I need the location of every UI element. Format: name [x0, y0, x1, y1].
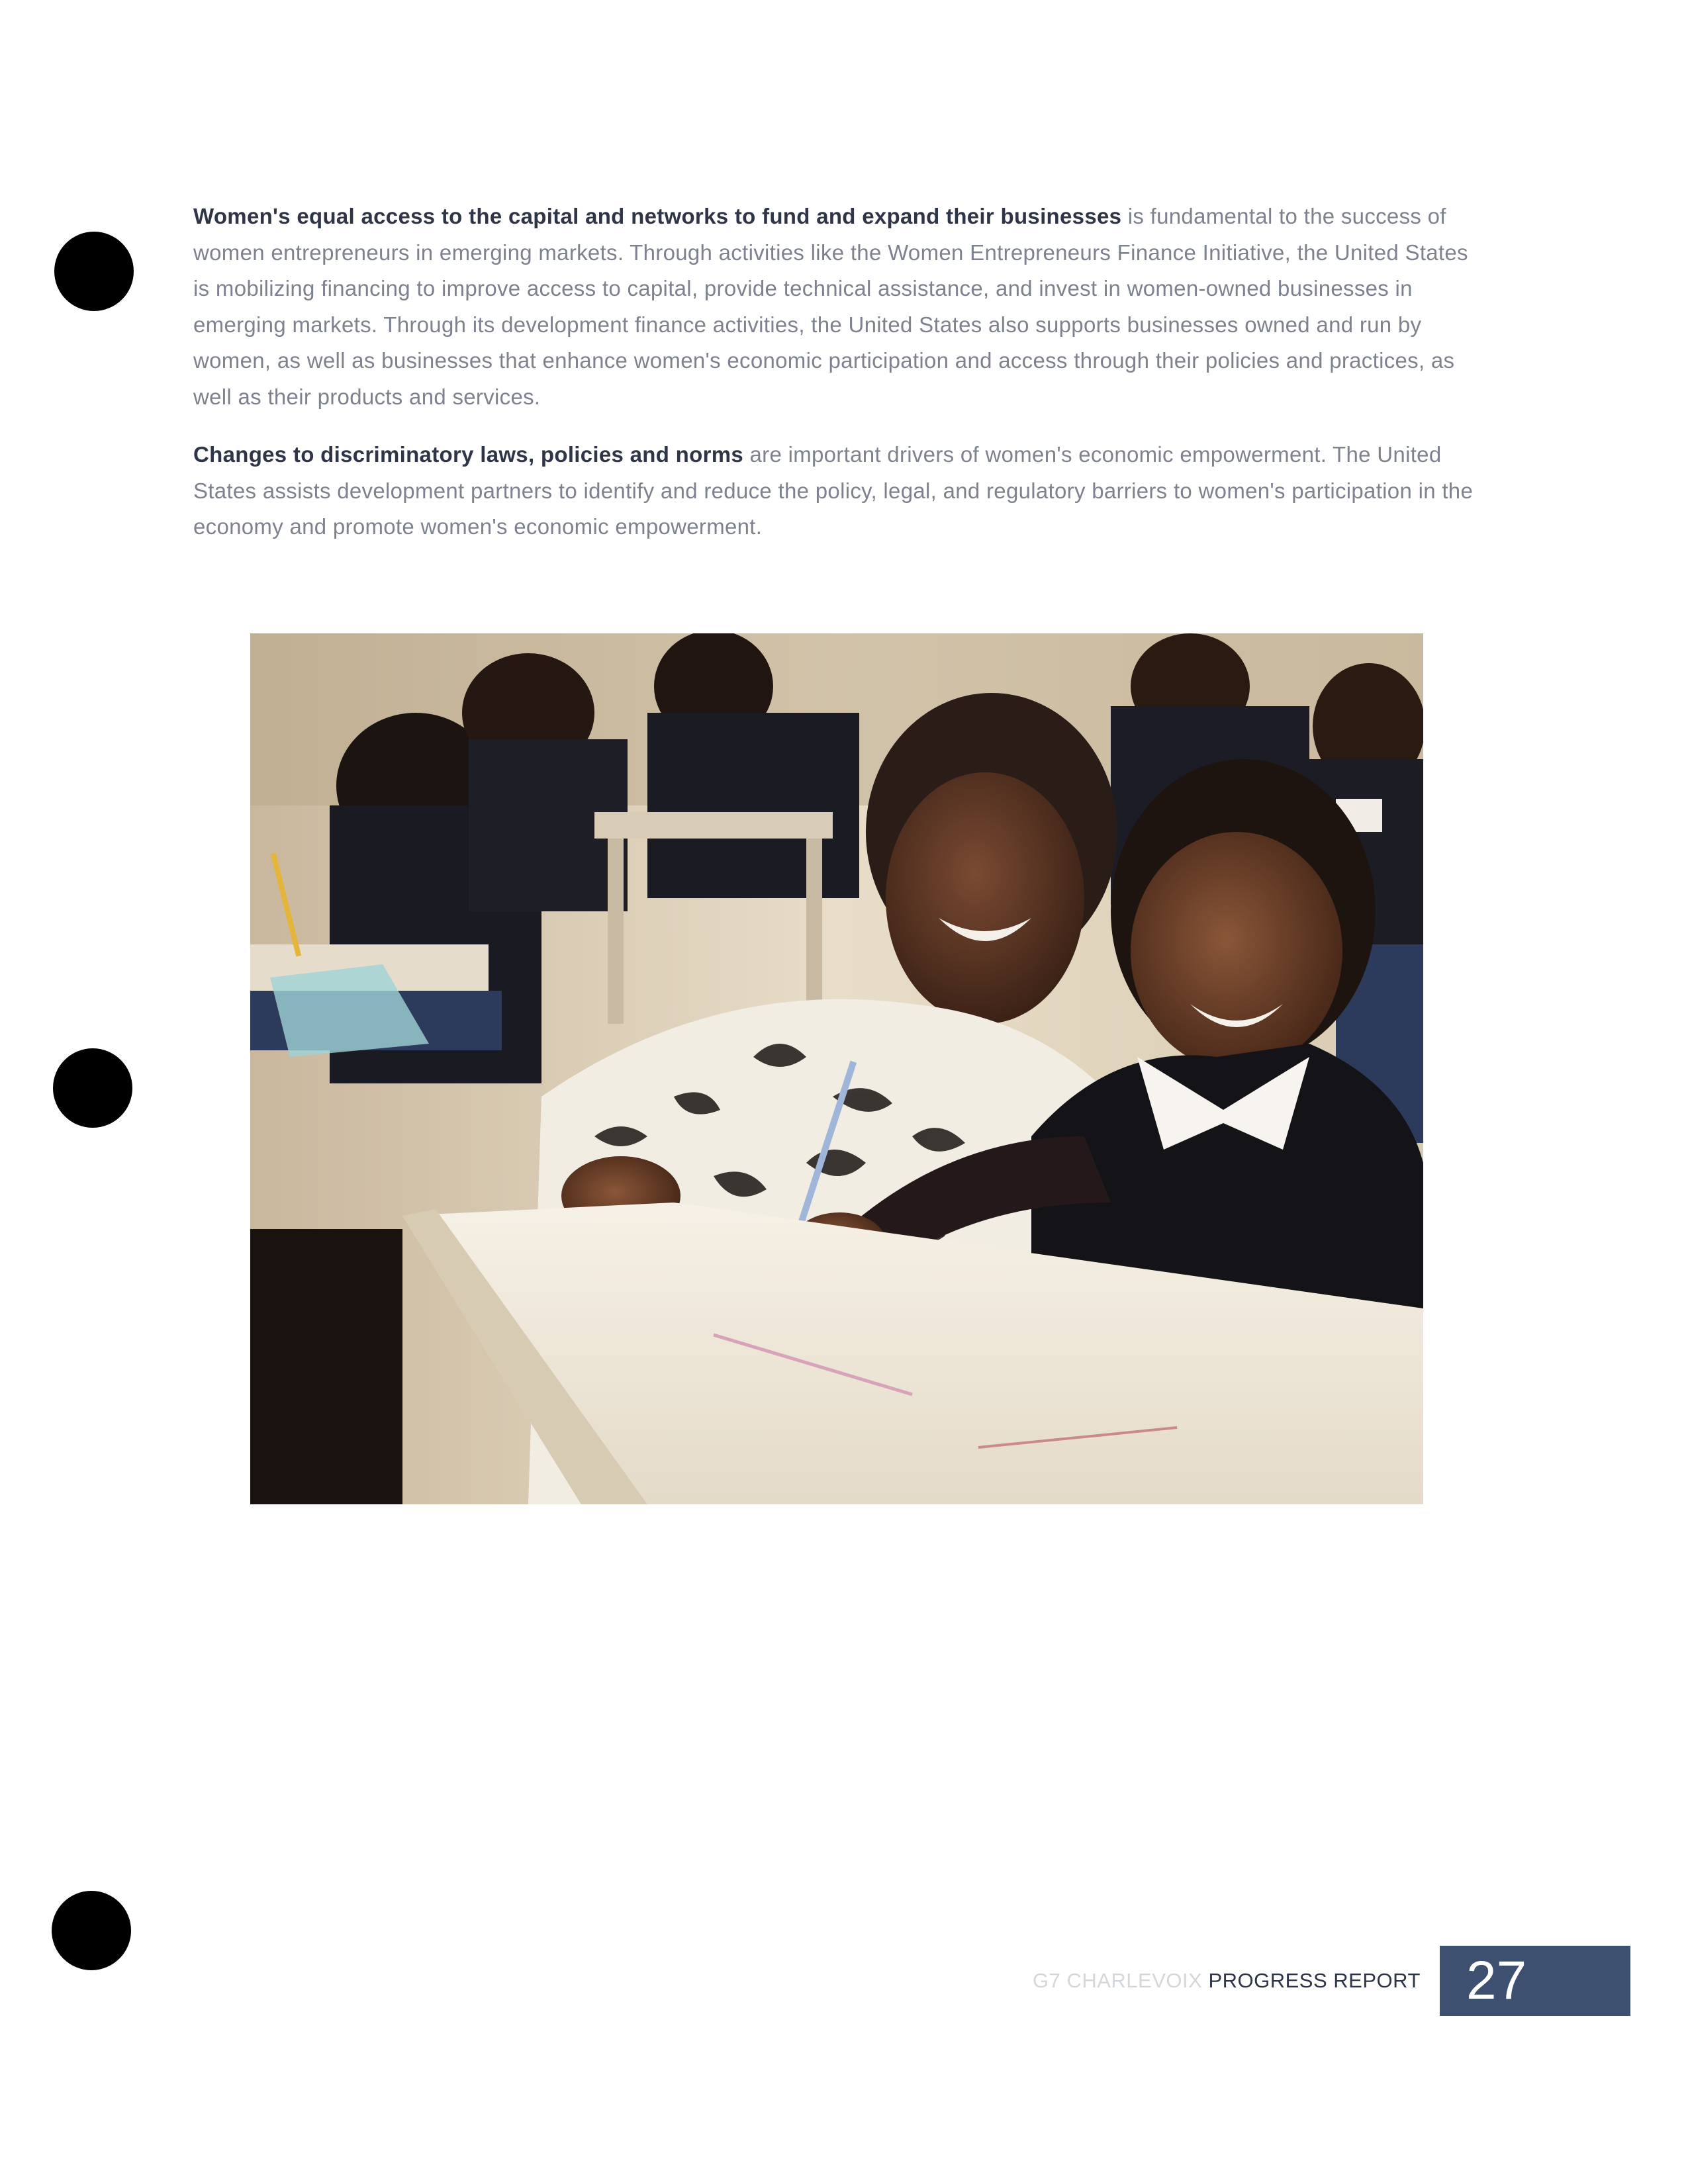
footer-report-label	[1033, 1969, 1421, 1993]
punch-hole-bottom	[52, 1891, 131, 1970]
classroom-photo	[250, 633, 1423, 1504]
footer-report: PROGRESS REPORT	[1208, 1969, 1421, 1992]
footer-series: G7 CHARLEVOIX	[1033, 1969, 1203, 1992]
paragraph-lead: Women's equal access to the capital and networks to fund and expand their businesses	[193, 204, 1122, 228]
page-number-box	[1440, 1946, 1630, 2016]
page-number: 27	[1466, 1950, 1527, 2011]
paragraph-capital-access	[193, 199, 1481, 415]
paragraph-body: are important drivers of women's economic empowerment. The United States assists development partners to identify and reduce the policy, legal, and regulatory barriers to women's participation in the economy and promote women's economic empowerment.	[193, 442, 1474, 539]
paragraph-discriminatory-laws	[193, 437, 1481, 545]
punch-hole-top	[54, 232, 134, 311]
paragraph-lead: Changes to discriminatory laws, policies and norms	[193, 442, 744, 467]
punch-hole-middle	[53, 1048, 132, 1128]
paragraph-body: is fundamental to the success of women entrepreneurs in emerging markets. Through activities like the Women Entrepreneurs Finance Initiative, the United States is mobilizing financing to improve access to capital, provide technical assistance, and invest in women-owned businesses in emerging markets. Through its development finance activities, the United States also supports businesses owned and run by women, as well as businesses that enhance women's economic participation and access through their policies and practices, as well as their products and services.	[193, 204, 1468, 409]
